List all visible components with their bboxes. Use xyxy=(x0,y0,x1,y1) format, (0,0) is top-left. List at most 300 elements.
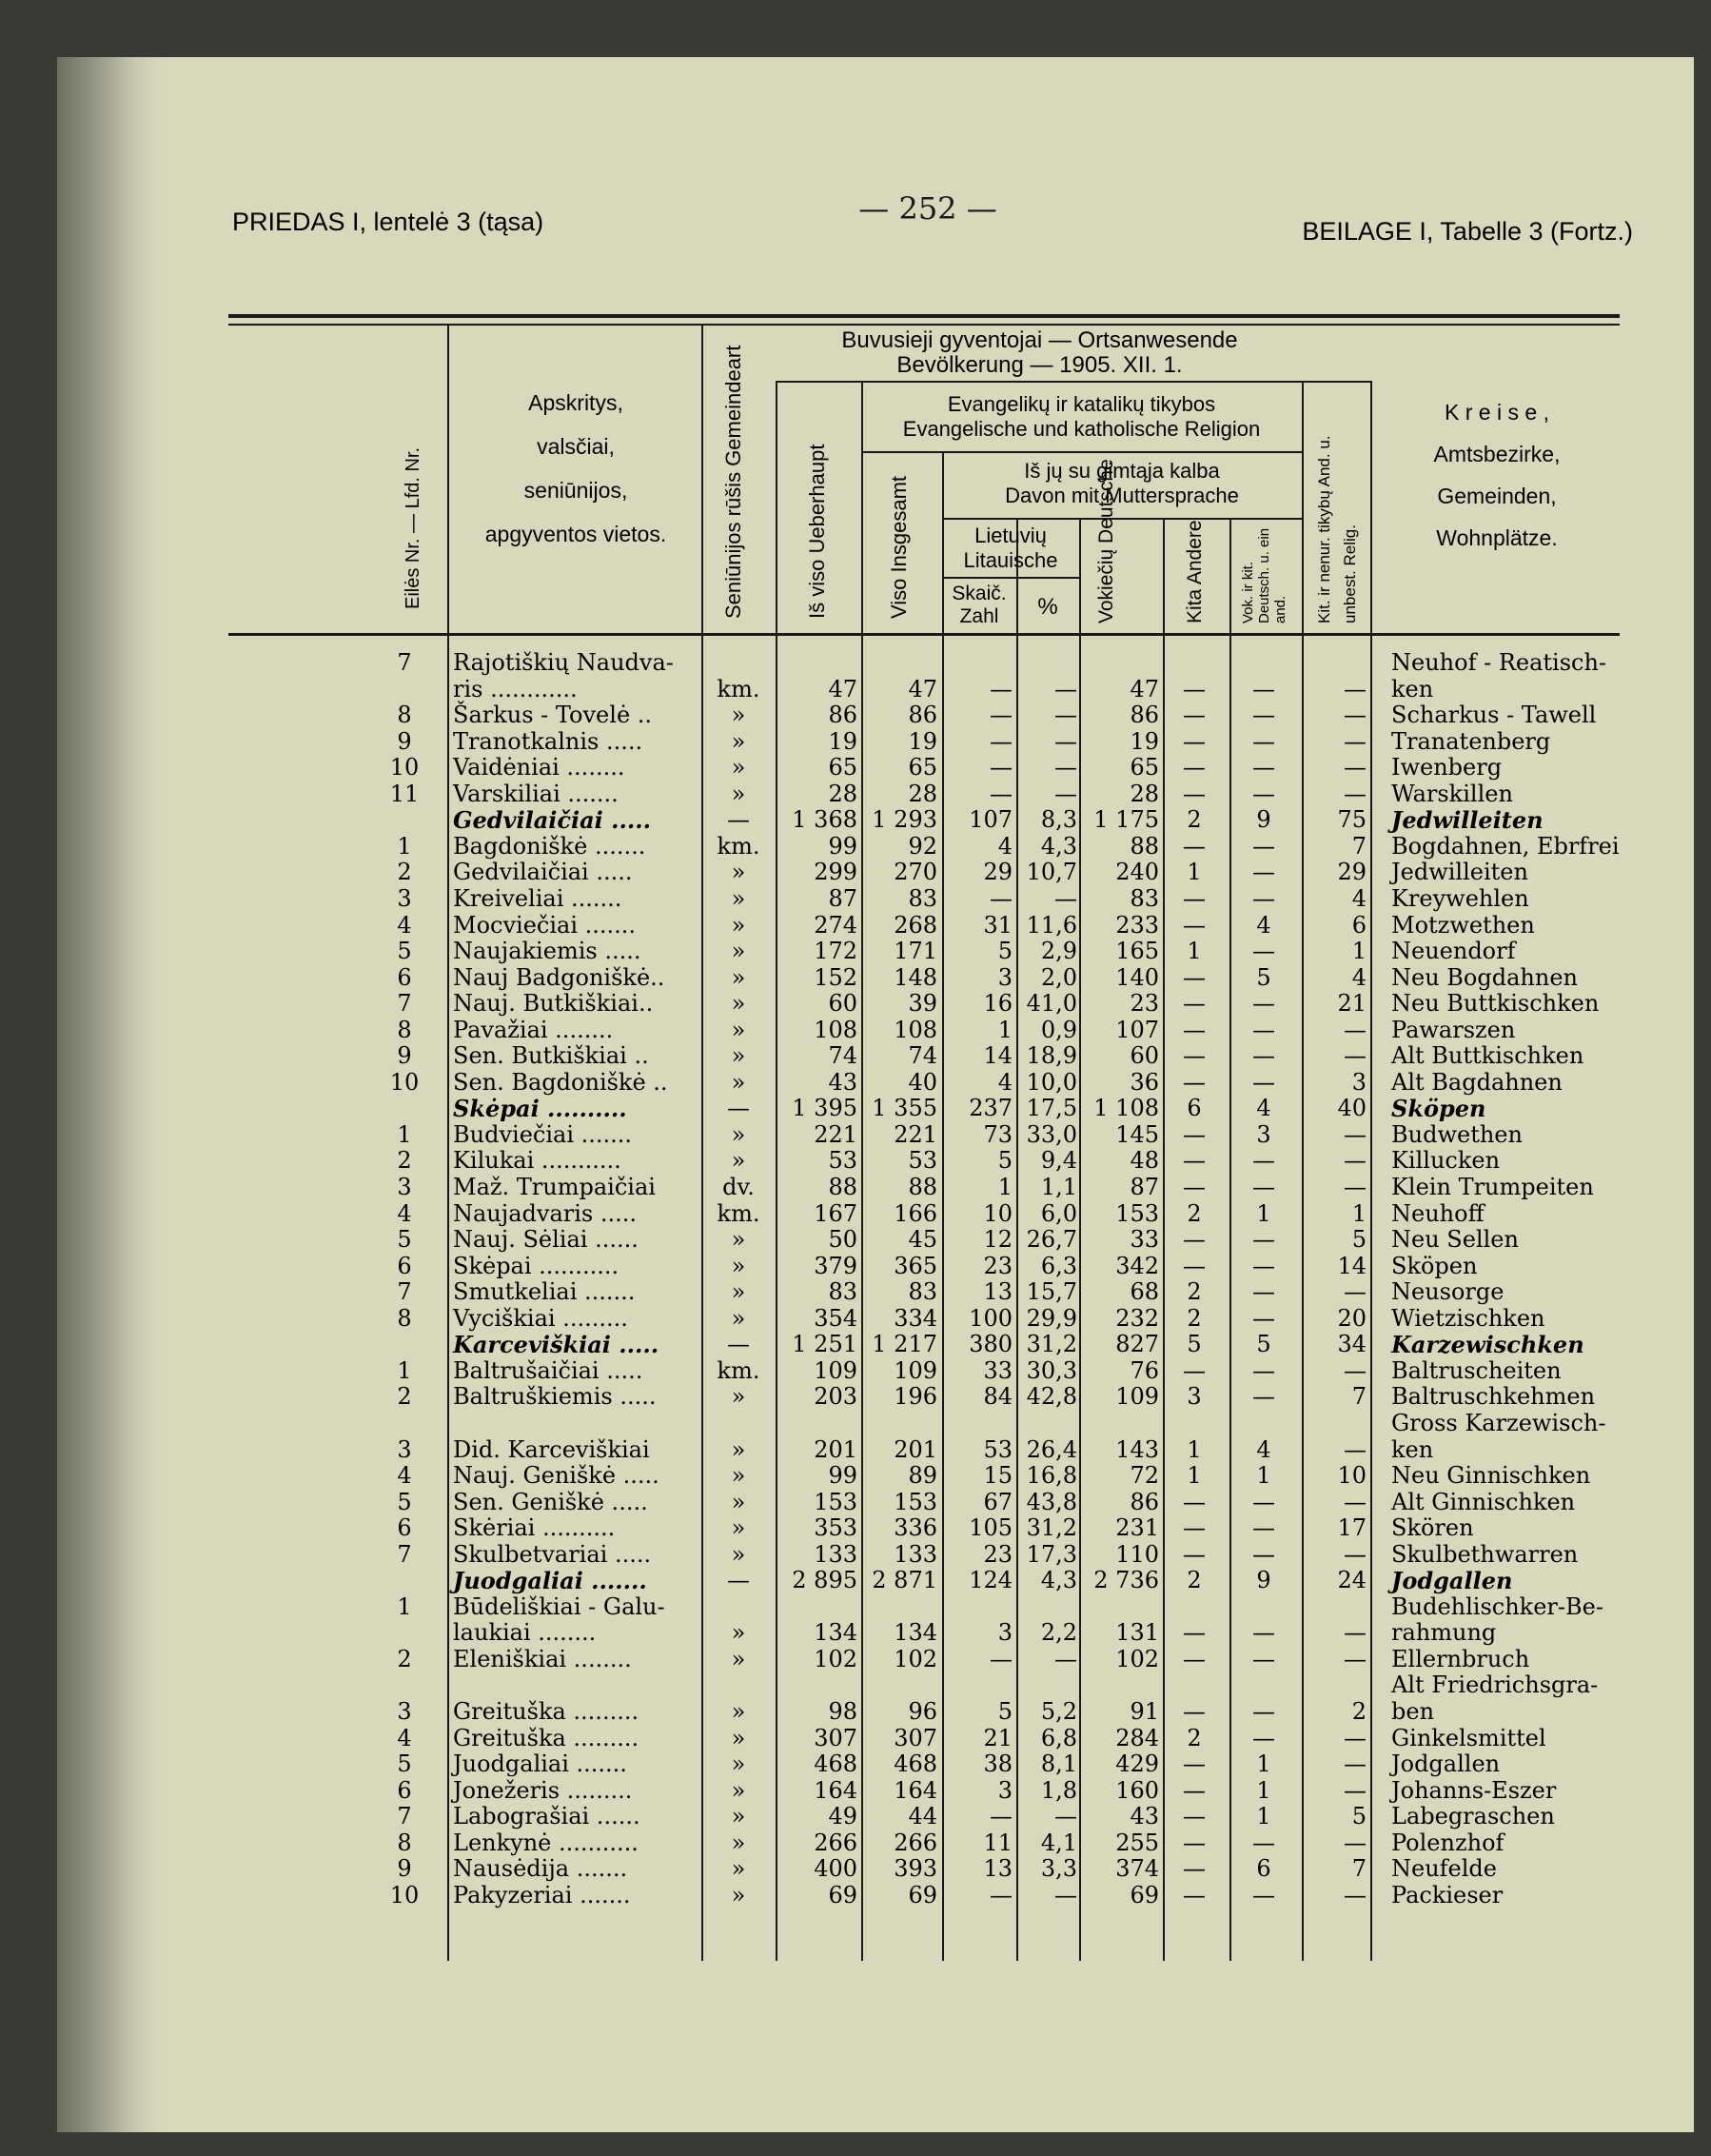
cell-name: Nauj. Sėliai ...... xyxy=(453,1226,639,1254)
cell-de-name: Motzwethen xyxy=(1391,911,1535,939)
cell-mx: 5 xyxy=(1256,1331,1271,1358)
cell-name: Pakyzeriai ....... xyxy=(453,1881,631,1909)
table-row xyxy=(0,1490,1711,1515)
cell-type: » xyxy=(731,1304,746,1332)
cell-total: 167 xyxy=(814,1199,857,1227)
cell-or: 10 xyxy=(1337,1462,1367,1490)
cell-ev: 196 xyxy=(894,1383,937,1411)
cell-nr: 6 xyxy=(397,1252,412,1279)
cell-or: 1 xyxy=(1351,1199,1367,1227)
cell-de: 131 xyxy=(1115,1619,1159,1647)
cell-type: km. xyxy=(717,1199,760,1227)
cell-ot: — xyxy=(1183,1174,1206,1200)
cell-lc: 14 xyxy=(983,1042,1013,1070)
cell-name: Smutkeliai ....... xyxy=(453,1278,636,1306)
cell-mx: — xyxy=(1252,1356,1275,1384)
cell-or: 7 xyxy=(1351,832,1367,860)
cell-de-name: Wietzischken xyxy=(1391,1304,1545,1332)
cell-mx: 1 xyxy=(1256,1776,1271,1804)
cell-de: 233 xyxy=(1115,911,1159,939)
cell-or: 17 xyxy=(1337,1514,1367,1542)
table-row xyxy=(0,1751,1711,1777)
table-row xyxy=(0,1254,1711,1279)
cell-nr: 4 xyxy=(397,1199,412,1227)
cell-ot: — xyxy=(1183,990,1206,1018)
table-row xyxy=(0,1411,1711,1436)
cell-lc: 38 xyxy=(983,1751,1013,1778)
cell-type: » xyxy=(731,1724,746,1751)
cell-total: 98 xyxy=(828,1698,857,1725)
cell-nr: 11 xyxy=(389,780,420,807)
cell-name: Lenkynė ........... xyxy=(453,1829,639,1856)
cell-type: » xyxy=(731,1619,746,1647)
cell-or: 40 xyxy=(1337,1095,1367,1122)
cell-name: Bagdoniškė ....... xyxy=(453,832,646,860)
cell-de: 827 xyxy=(1115,1331,1159,1358)
cell-de: 76 xyxy=(1130,1356,1159,1384)
cell-de: 109 xyxy=(1115,1383,1159,1411)
cell-name: Budviečiai ....... xyxy=(453,1120,633,1148)
cell-total: 47 xyxy=(828,675,857,702)
cell-name: Būdeliškiai - Galu- xyxy=(453,1592,665,1620)
cell-name: Rajotiškių Naudva- xyxy=(453,649,674,676)
cell-total: 88 xyxy=(828,1174,857,1200)
cell-ot: — xyxy=(1183,1619,1206,1647)
cell-nr: 7 xyxy=(397,1803,412,1830)
cell-de-name: Neufelde xyxy=(1391,1855,1497,1883)
cell-mx: — xyxy=(1252,1174,1275,1200)
cell-name: ris ............ xyxy=(453,675,578,702)
cell-type: » xyxy=(731,938,746,965)
table-row xyxy=(0,1279,1711,1305)
cell-type: » xyxy=(731,702,746,729)
cell-total: 69 xyxy=(828,1881,857,1909)
group-rule xyxy=(942,577,1079,579)
cell-de: 43 xyxy=(1130,1803,1159,1830)
cell-lp: 41,0 xyxy=(1026,990,1077,1018)
header-right: BEILAGE I, Tabelle 3 (Fortz.) xyxy=(1302,217,1633,246)
table-row xyxy=(0,1515,1711,1541)
cell-de: 48 xyxy=(1130,1147,1159,1175)
cell-name: Nausėdija ....... xyxy=(453,1855,628,1883)
cell-or: — xyxy=(1344,727,1367,755)
col-header-other: Kita Andere xyxy=(1184,520,1206,623)
cell-de: 110 xyxy=(1115,1540,1159,1568)
cell-ev: 83 xyxy=(908,1278,937,1306)
col-header-type: Seniūnijos rūšis Gemeindeart xyxy=(721,345,745,619)
cell-nr: 8 xyxy=(397,1829,412,1856)
cell-de: 143 xyxy=(1115,1435,1159,1463)
cell-lc: 23 xyxy=(983,1252,1013,1279)
cell-lp: 18,9 xyxy=(1026,1042,1077,1070)
cell-total: 201 xyxy=(814,1435,857,1463)
cell-type: » xyxy=(731,1803,746,1830)
cell-lc: 5 xyxy=(997,1147,1013,1175)
cell-ot: 1 xyxy=(1187,859,1202,886)
cell-type: » xyxy=(731,1383,746,1411)
table-row xyxy=(0,1384,1711,1410)
table-row xyxy=(0,1594,1711,1620)
cell-total: 400 xyxy=(814,1855,857,1883)
cell-lc: 1 xyxy=(997,1174,1013,1200)
table-row xyxy=(0,755,1711,781)
cell-ot: — xyxy=(1183,1252,1206,1279)
cell-de: 165 xyxy=(1115,938,1159,965)
top-rule xyxy=(228,314,1620,318)
cell-mx: — xyxy=(1252,990,1275,1018)
cell-name: Gedvilaičiai ..... xyxy=(453,859,633,886)
cell-mx: 1 xyxy=(1256,1803,1271,1830)
table-row xyxy=(0,913,1711,939)
cell-nr: 3 xyxy=(397,1435,412,1463)
cell-ev: 47 xyxy=(908,675,937,702)
table-row xyxy=(0,1830,1711,1856)
cell-mx: 3 xyxy=(1256,1120,1271,1148)
cell-or: — xyxy=(1344,1435,1367,1463)
cell-mx: — xyxy=(1252,1278,1275,1306)
cell-ot: — xyxy=(1183,1356,1206,1384)
table-row xyxy=(0,1332,1711,1357)
cell-total: 49 xyxy=(828,1803,857,1830)
cell-lc: 237 xyxy=(969,1095,1013,1122)
cell-de-name: Alt Bagdahnen xyxy=(1391,1068,1563,1096)
table-row xyxy=(0,781,1711,807)
cell-de: 160 xyxy=(1115,1776,1159,1804)
cell-type: » xyxy=(731,754,746,781)
cell-lp: 1,8 xyxy=(1040,1776,1077,1804)
cell-lc: — xyxy=(990,1645,1013,1672)
cell-lp: 0,9 xyxy=(1040,1016,1077,1043)
cell-ev: 89 xyxy=(908,1462,937,1490)
cell-name: Greituška ......... xyxy=(453,1724,639,1751)
cell-nr: 5 xyxy=(397,1226,412,1254)
cell-total: 60 xyxy=(828,990,857,1018)
cell-de-name: Gross Karzewisch- xyxy=(1391,1409,1606,1436)
cell-de: 86 xyxy=(1130,702,1159,729)
cell-ot: 1 xyxy=(1187,1435,1202,1463)
cell-mx: — xyxy=(1252,675,1275,702)
table-row xyxy=(0,1883,1711,1909)
cell-ev: 148 xyxy=(894,963,937,991)
cell-total: 109 xyxy=(814,1356,857,1384)
cell-ev: 133 xyxy=(894,1540,937,1568)
col-header-mixed: Vok. ir kit. Deutsch. u. ein and. xyxy=(1240,527,1288,623)
cell-nr: 9 xyxy=(397,727,412,755)
cell-name: Skėriai .......... xyxy=(453,1514,616,1542)
cell-lc: 67 xyxy=(983,1488,1013,1515)
cell-mx: — xyxy=(1252,1383,1275,1411)
cell-nr: 2 xyxy=(397,1383,412,1411)
cell-nr: 6 xyxy=(397,963,412,991)
cell-mx: 5 xyxy=(1256,963,1271,991)
table-row xyxy=(0,702,1711,728)
cell-de-name: ben xyxy=(1391,1698,1435,1725)
cell-lp: 8,1 xyxy=(1040,1751,1077,1778)
cell-lp: — xyxy=(1054,1803,1077,1830)
cell-name: Sen. Bagdoniškė .. xyxy=(453,1068,668,1096)
table-row xyxy=(0,1122,1711,1148)
table-row xyxy=(0,1175,1711,1200)
table-row xyxy=(0,1148,1711,1174)
cell-de-name: Skulbethwarren xyxy=(1391,1540,1579,1568)
cell-ev: 69 xyxy=(908,1881,937,1909)
cell-or: — xyxy=(1344,1776,1367,1804)
cell-lp: 2,9 xyxy=(1040,938,1077,965)
cell-nr: 8 xyxy=(397,1016,412,1043)
cell-name: Nauj. Geniškė ..... xyxy=(453,1462,659,1490)
cell-mx: — xyxy=(1252,1147,1275,1175)
cell-nr: 7 xyxy=(397,649,412,676)
cell-ev: 39 xyxy=(908,990,937,1018)
cell-de: 102 xyxy=(1115,1645,1159,1672)
cell-lp: 17,5 xyxy=(1026,1095,1077,1122)
col-header-total: Iš viso Ueberhaupt xyxy=(805,444,829,619)
cell-de: 23 xyxy=(1130,990,1159,1018)
cell-name: Did. Karceviškiai xyxy=(453,1435,650,1463)
cell-mx: — xyxy=(1252,884,1275,912)
cell-lp: 31,2 xyxy=(1026,1514,1077,1542)
cell-lc: 3 xyxy=(997,1776,1013,1804)
cell-lc: 124 xyxy=(969,1567,1013,1594)
cell-total: 87 xyxy=(828,884,857,912)
cell-name: Maž. Trumpaičiai xyxy=(453,1174,656,1200)
cell-de-name: Karzewischken xyxy=(1391,1331,1584,1359)
cell-de-name: Ginkelsmittel xyxy=(1391,1724,1546,1751)
cell-total: 43 xyxy=(828,1068,857,1096)
cell-total: 221 xyxy=(814,1120,857,1148)
cell-lc: — xyxy=(990,727,1013,755)
cell-de-name: Neu Ginnischken xyxy=(1391,1462,1591,1490)
cell-or: — xyxy=(1344,780,1367,807)
cell-ev: 92 xyxy=(908,832,937,860)
cell-ot: — xyxy=(1183,1016,1206,1043)
cell-type: » xyxy=(731,1120,746,1148)
cell-or: — xyxy=(1344,1042,1367,1070)
table-row xyxy=(0,991,1711,1017)
cell-de: 140 xyxy=(1115,963,1159,991)
cell-lc: 107 xyxy=(969,806,1013,834)
cell-ev: 96 xyxy=(908,1698,937,1725)
cell-nr: 7 xyxy=(397,1540,412,1568)
cell-name: Sen. Butkiškiai .. xyxy=(453,1042,649,1070)
table-row xyxy=(0,1096,1711,1121)
cell-or: — xyxy=(1344,754,1367,781)
cell-name: Baltrušaičiai ..... xyxy=(453,1356,643,1384)
cell-total: 134 xyxy=(814,1619,857,1647)
cell-lc: 16 xyxy=(983,990,1013,1018)
cell-de: 47 xyxy=(1130,675,1159,702)
cell-de-name: Sköpen xyxy=(1391,1252,1478,1279)
cell-name: Mocviečiai ....... xyxy=(453,911,637,939)
cell-lp: 17,3 xyxy=(1026,1540,1077,1568)
cell-ot: — xyxy=(1183,1488,1206,1515)
cell-lp: 4,3 xyxy=(1040,1567,1077,1594)
cell-total: 74 xyxy=(828,1042,857,1070)
cell-or: 2 xyxy=(1351,1698,1367,1725)
cell-lp: 10,0 xyxy=(1026,1068,1077,1096)
cell-de-name: Iwenberg xyxy=(1391,754,1503,781)
cell-de-name: Alt Buttkischken xyxy=(1391,1042,1584,1070)
cell-ot: 1 xyxy=(1187,1462,1202,1490)
cell-de-name: Packieser xyxy=(1391,1881,1504,1909)
cell-type: » xyxy=(731,884,746,912)
cell-de: 36 xyxy=(1130,1068,1159,1096)
cell-or: — xyxy=(1344,675,1367,702)
table-row xyxy=(0,807,1711,833)
table-row xyxy=(0,1672,1711,1698)
cell-name: Labograšiai ...... xyxy=(453,1803,640,1830)
cell-mx: — xyxy=(1252,1252,1275,1279)
cell-name: Kreiveliai ....... xyxy=(453,884,622,912)
cell-ev: 19 xyxy=(908,727,937,755)
cell-or: 7 xyxy=(1351,1855,1367,1883)
table-row xyxy=(0,1437,1711,1463)
table-row xyxy=(0,886,1711,912)
cell-ot: 2 xyxy=(1187,806,1202,834)
cell-mx: — xyxy=(1252,1540,1275,1568)
cell-de-name: Jodgallen xyxy=(1391,1751,1501,1778)
table-row xyxy=(0,729,1711,755)
cell-ev: 334 xyxy=(894,1304,937,1332)
cell-ot: — xyxy=(1183,675,1206,702)
cell-lc: 105 xyxy=(969,1514,1013,1542)
cell-ev: 134 xyxy=(894,1619,937,1647)
cell-lc: — xyxy=(990,1803,1013,1830)
cell-or: 6 xyxy=(1351,911,1367,939)
table-row xyxy=(0,1804,1711,1830)
cell-de: 2 736 xyxy=(1093,1567,1159,1594)
cell-nr: 8 xyxy=(397,702,412,729)
header-bottom-rule xyxy=(228,633,1620,636)
cell-de: 86 xyxy=(1130,1488,1159,1515)
cell-type: — xyxy=(727,806,750,834)
cell-or: — xyxy=(1344,1540,1367,1568)
cell-de-name: Baltruscheiten xyxy=(1391,1356,1562,1384)
cell-lc: 29 xyxy=(983,859,1013,886)
cell-de-name: Warskillen xyxy=(1391,780,1513,807)
cell-mx: — xyxy=(1252,1829,1275,1856)
cell-de: 255 xyxy=(1115,1829,1159,1856)
table-row xyxy=(0,834,1711,860)
cell-mx: — xyxy=(1252,1619,1275,1647)
cell-total: 354 xyxy=(814,1304,857,1332)
cell-lp: 29,9 xyxy=(1026,1304,1077,1332)
cell-type: » xyxy=(731,1462,746,1490)
cell-ot: — xyxy=(1183,1698,1206,1725)
cell-or: — xyxy=(1344,1829,1367,1856)
cell-de: 240 xyxy=(1115,859,1159,886)
cell-de: 342 xyxy=(1115,1252,1159,1279)
cell-ev: 171 xyxy=(894,938,937,965)
cell-or: — xyxy=(1344,1724,1367,1751)
cell-name: Pavažiai ........ xyxy=(453,1016,614,1043)
cell-de: 60 xyxy=(1130,1042,1159,1070)
cell-type: dv. xyxy=(722,1174,755,1200)
cell-lc: 5 xyxy=(997,1698,1013,1725)
cell-lp: — xyxy=(1054,1645,1077,1672)
cell-nr: 6 xyxy=(397,1776,412,1804)
cell-ot: 6 xyxy=(1187,1095,1202,1122)
cell-de-name: Tranatenberg xyxy=(1391,727,1551,755)
cell-lp: 6,3 xyxy=(1040,1252,1077,1279)
cell-ot: 2 xyxy=(1187,1724,1202,1751)
cell-total: 86 xyxy=(828,702,857,729)
cell-lc: 73 xyxy=(983,1120,1013,1148)
cell-mx: 4 xyxy=(1256,1095,1271,1122)
cell-mx: — xyxy=(1252,702,1275,729)
cell-total: 83 xyxy=(828,1278,857,1306)
cell-nr: 7 xyxy=(397,990,412,1018)
cell-name: Nauj Badgoniškė.. xyxy=(453,963,665,991)
table-row xyxy=(0,1201,1711,1227)
cell-type: » xyxy=(731,1881,746,1909)
cell-mx: — xyxy=(1252,1304,1275,1332)
cell-ev: 270 xyxy=(894,859,937,886)
cell-ot: — xyxy=(1183,963,1206,991)
cell-name: Vyciškiai ......... xyxy=(453,1304,628,1332)
cell-ev: 53 xyxy=(908,1147,937,1175)
cell-name: Eleniškiai ........ xyxy=(453,1645,632,1672)
cell-type: » xyxy=(731,1016,746,1043)
cell-lc: 12 xyxy=(983,1226,1013,1254)
cell-de: 429 xyxy=(1115,1751,1159,1778)
cell-lp: — xyxy=(1054,884,1077,912)
cell-nr: 10 xyxy=(389,1881,420,1909)
cell-name: Skėpai ........... xyxy=(453,1252,620,1279)
cell-name: Skulbetvariai ..... xyxy=(453,1540,652,1568)
cell-name: Karceviškiai ..... xyxy=(453,1331,659,1359)
cell-nr: 8 xyxy=(397,1304,412,1332)
cell-de: 91 xyxy=(1130,1698,1159,1725)
table-row xyxy=(0,1568,1711,1593)
table-row xyxy=(0,1306,1711,1332)
cell-or: 14 xyxy=(1337,1252,1367,1279)
cell-lc: 4 xyxy=(997,1068,1013,1096)
cell-type: — xyxy=(727,1331,750,1358)
cell-type: km. xyxy=(717,1356,760,1384)
cell-total: 102 xyxy=(814,1645,857,1672)
cell-lp: 31,2 xyxy=(1026,1331,1077,1358)
cell-de-name: Neuhoff xyxy=(1391,1199,1485,1227)
cell-mx: 4 xyxy=(1256,911,1271,939)
cell-de: 374 xyxy=(1115,1855,1159,1883)
cell-ev: 201 xyxy=(894,1435,937,1463)
cell-name: Varskiliai ....... xyxy=(453,780,619,807)
cell-type: km. xyxy=(717,832,760,860)
cell-ev: 45 xyxy=(908,1226,937,1254)
cell-total: 379 xyxy=(814,1252,857,1279)
cell-lp: 33,0 xyxy=(1026,1120,1077,1148)
cell-mx: 6 xyxy=(1256,1855,1271,1883)
cell-mx: — xyxy=(1252,1042,1275,1070)
cell-total: 50 xyxy=(828,1226,857,1254)
cell-ot: 2 xyxy=(1187,1304,1202,1332)
cell-de-name: Jedwilleiten xyxy=(1391,859,1528,886)
cell-or: — xyxy=(1344,1751,1367,1778)
cell-de-name: Polenzhof xyxy=(1391,1829,1504,1856)
cell-type: km. xyxy=(717,675,760,702)
cell-type: » xyxy=(731,859,746,886)
cell-name: Gedvilaičiai ..... xyxy=(453,806,651,835)
cell-de: 1 108 xyxy=(1093,1095,1159,1122)
cell-total: 108 xyxy=(814,1016,857,1043)
cell-ot: — xyxy=(1183,1042,1206,1070)
cell-de: 231 xyxy=(1115,1514,1159,1542)
col-header-group3: Iš jų su gimtąja kalba Davon mit Muttersprache xyxy=(1005,459,1239,507)
cell-total: 99 xyxy=(828,832,857,860)
cell-ot: — xyxy=(1183,1881,1206,1909)
table-row xyxy=(0,1070,1711,1096)
